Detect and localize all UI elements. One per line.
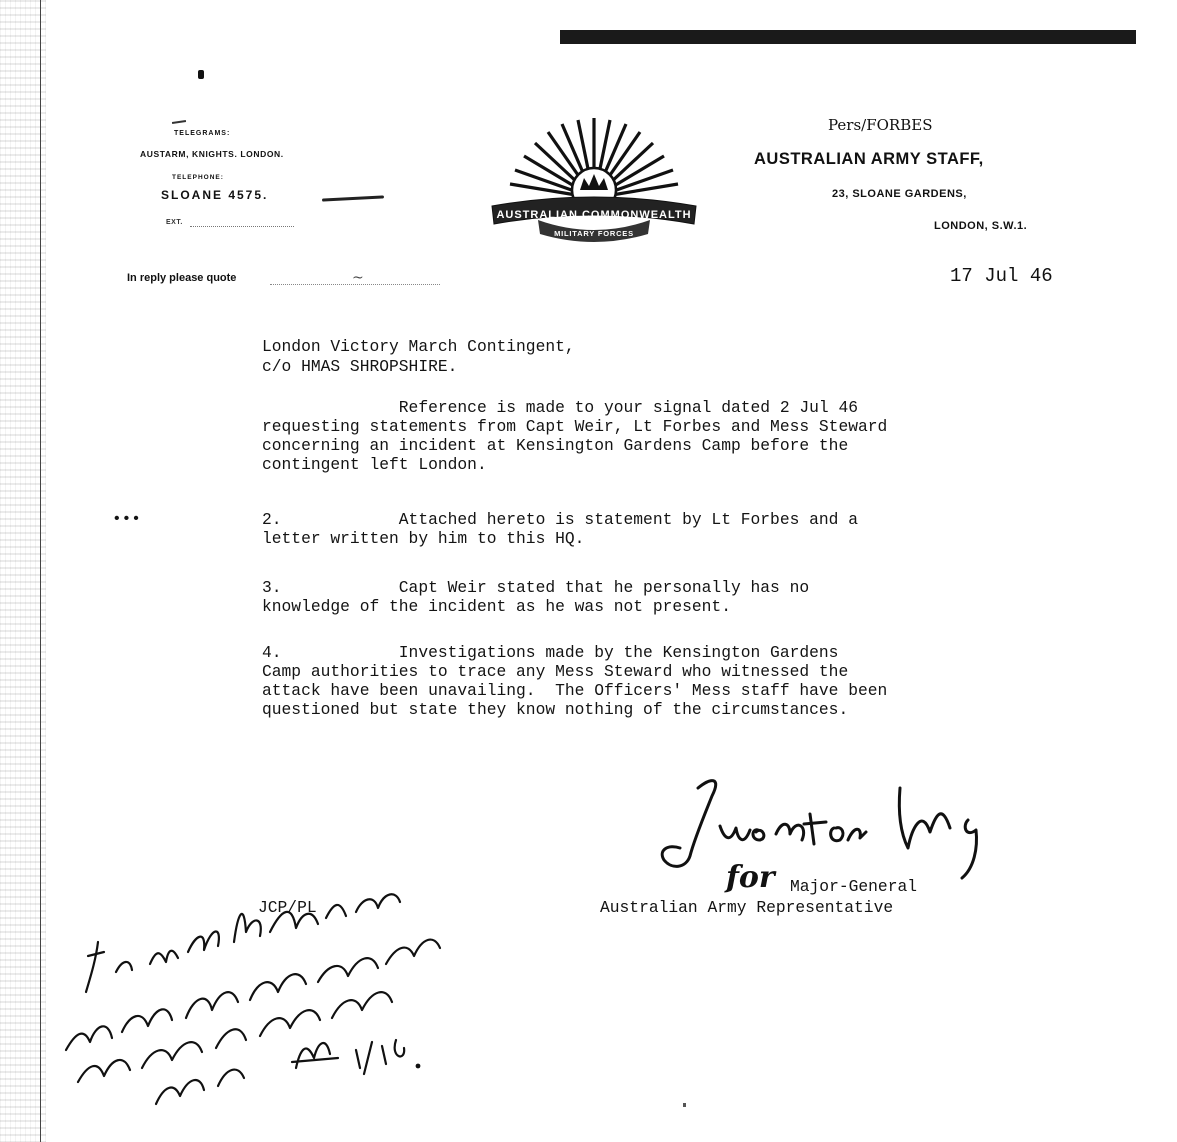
telegrams-value: AUSTARM, KNIGHTS. LONDON. bbox=[140, 149, 284, 159]
telegrams-label: TELEGRAMS: bbox=[174, 130, 231, 137]
margin-mark: ••• bbox=[112, 510, 141, 528]
paragraph-1: Reference is made to your signal dated 2 Jul 46 requesting statements from Capt Weir, Lt Forbes and Mess Steward concerning an incident at Kensington Gardens Camp before the contingent left London. bbox=[262, 398, 888, 474]
ext-dotted-line bbox=[190, 226, 294, 227]
pen-stroke bbox=[322, 195, 384, 201]
handwritten-signature bbox=[650, 768, 1010, 886]
addressee-line-2: c/o HMAS SHROPSHIRE. bbox=[262, 357, 458, 376]
signatory-title: Major-General bbox=[790, 877, 918, 896]
telephone-label: TELEPHONE: bbox=[172, 174, 224, 181]
reference-initials: JCP/PL bbox=[258, 898, 317, 917]
file-reference: Pers/FORBES bbox=[828, 116, 933, 134]
note-dot bbox=[416, 1064, 421, 1069]
scan-edge-line bbox=[40, 0, 41, 1142]
paragraph-2: 2. Attached hereto is statement by Lt Forbes and a letter written by him to this HQ. bbox=[262, 510, 858, 548]
per-mark: for bbox=[726, 860, 775, 895]
address-line-2: LONDON, S.W.1. bbox=[934, 220, 1028, 232]
tick-mark bbox=[172, 120, 186, 124]
reply-scribble: ~ bbox=[352, 270, 364, 286]
addressee-line-1: London Victory March Contingent, bbox=[262, 337, 575, 356]
rising-sun-badge-icon bbox=[488, 112, 700, 248]
ext-label: EXT. bbox=[166, 219, 183, 226]
paragraph-3: 3. Capt Weir stated that he personally has no knowledge of the incident as he was not present. bbox=[262, 578, 810, 616]
handwritten-note bbox=[56, 872, 476, 1112]
telephone-value: SLOANE 4575. bbox=[161, 188, 269, 202]
letter-date: 17 Jul 46 bbox=[950, 265, 1053, 287]
scan-speck bbox=[683, 1103, 686, 1107]
organisation-name: AUSTRALIAN ARMY STAFF, bbox=[754, 150, 984, 168]
reply-quote-label: In reply please quote bbox=[127, 272, 237, 284]
badge-lower-text: MILITARY FORCES bbox=[554, 229, 634, 238]
scan-dot-mark bbox=[198, 70, 204, 79]
signatory-role: Australian Army Representative bbox=[600, 898, 894, 917]
scan-top-bar bbox=[560, 30, 1136, 44]
badge-scroll-text: AUSTRALIAN COMMONWEALTH bbox=[496, 209, 692, 221]
address-line-1: 23, SLOANE GARDENS, bbox=[832, 188, 967, 200]
paragraph-4: 4. Investigations made by the Kensington Gardens Camp authorities to trace any Mess Steward who witnessed the attack have been unavailing. The Officers' Mess staff have been questioned but state they know nothing of the circumstances. bbox=[262, 643, 888, 719]
